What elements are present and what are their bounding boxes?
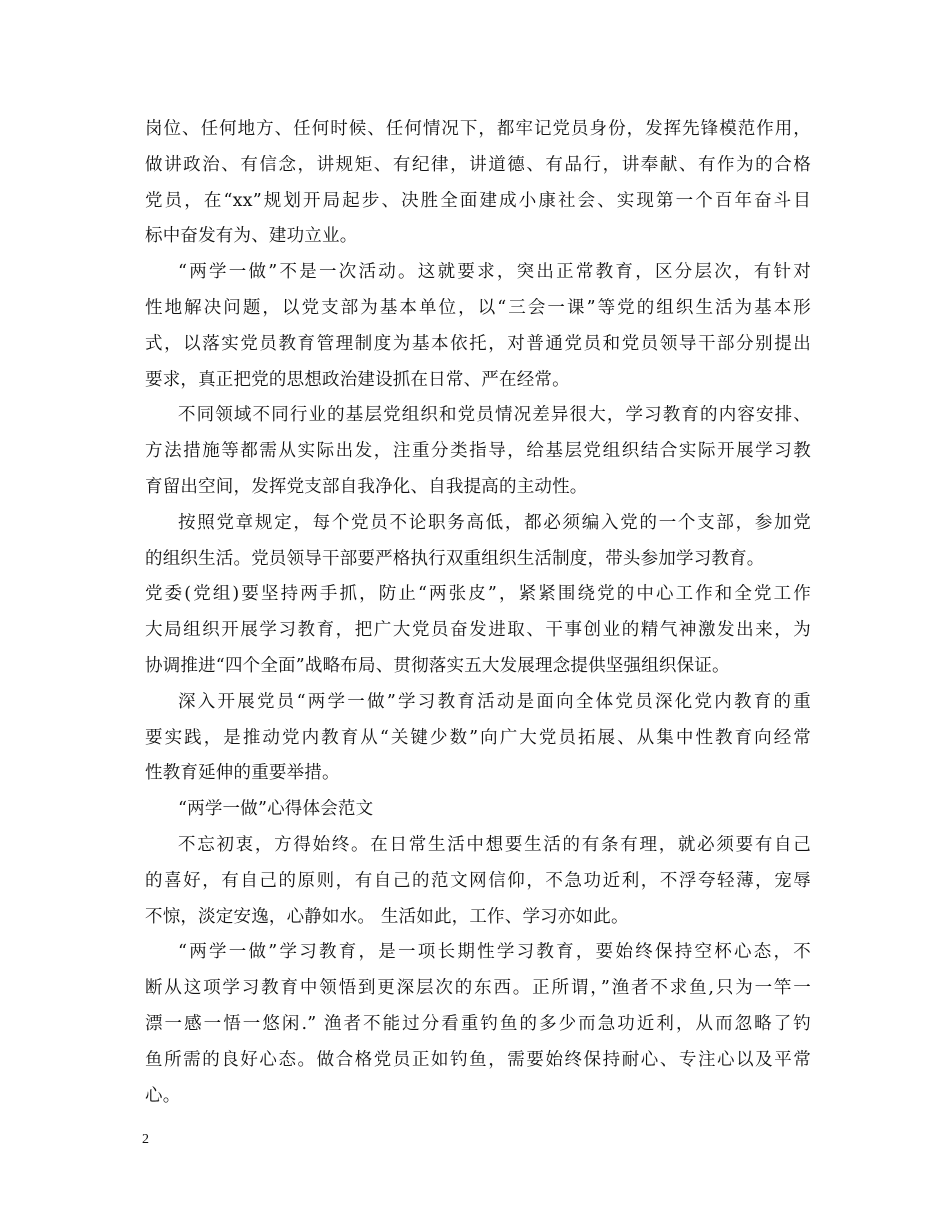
text-line: 方法措施等都需从实际出发，注重分类指导，给基层党组织结合实际开展学习教 [145, 441, 811, 462]
text-line: 协调推进“四个全面”战略布局、贯彻落实五大发展理念提供坚强组织保证。 [145, 655, 730, 676]
text-line: 党委(党组)要坚持两手抓，防止“两张皮”，紧紧围绕党的中心工作和全党工作 [145, 584, 811, 605]
text-line: 岗位、任何地方、任何时候、任何情况下，都牢记党员身份，发挥先锋模范作用， [145, 119, 811, 139]
text-line: 做讲政治、有信念，讲规矩、有纪律，讲道德、有品行，讲奉献、有作为的合格 [145, 154, 811, 175]
document-body [145, 112, 811, 1114]
text-line: 育留出空间，发挥党支部自我净化、自我提高的主动性。 [145, 476, 588, 497]
paragraph-start-line: 深入开展党员“两学一做”学习教育活动是面向全体党员深化党内教育的重 [178, 691, 811, 712]
text-line: 心。 [145, 1085, 181, 1106]
text-line: 要求，真正把党的思想政治建设抓在日常、严在经常。 [145, 369, 570, 390]
text-line: 大局组织开展学习教育，把广大党员奋发进取、干事创业的精气神激发出来，为 [145, 620, 811, 641]
section-heading: “两学一做”心得体会范文 [178, 799, 374, 820]
paragraph-start-line: 不同领域不同行业的基层党组织和党员情况差异很大，学习教育的内容安排、 [178, 405, 811, 426]
text-line: 党员，在“xx”规划开局起步、决胜全面建成小康社会、实现第一个百年奋斗目 [145, 190, 811, 211]
text-line: 性教育延伸的重要举措。 [145, 763, 340, 784]
paragraph-start-line: 不忘初衷，方得始终。在日常生活中想要生活的有条有理，就必须要有自己 [178, 834, 811, 855]
paragraph-start-line: 按照党章规定，每个党员不论职务高低，都必须编入党的一个支部，参加党 [178, 512, 811, 533]
text-line: 漂一感一悟一悠闲.” 渔者不能过分看重钓鱼的多少而急功近利，从而忽略了钓 [145, 1013, 811, 1034]
paragraph-start-line: “两学一做”不是一次活动。这就要求，突出正常教育，区分层次，有针对 [178, 262, 811, 283]
text-line: 断从这项学习教育中领悟到更深层次的东西。正所谓，”渔者不求鱼,只为一竿一 [145, 978, 811, 999]
paragraph-start-line: “两学一做”学习教育，是一项长期性学习教育，要始终保持空杯心态，不 [178, 942, 811, 963]
text-line: 标中奋发有为、建功立业。 [145, 226, 358, 247]
text-line: 的组织生活。党员领导干部要严格执行双重组织生活制度，带头参加学习教育。 [145, 548, 765, 569]
text-line: 性地解决问题，以党支部为基本单位，以“三会一课”等党的组织生活为基本形 [145, 297, 811, 318]
text-line: 不惊，淡定安逸，心静如水。 生活如此，工作、学习亦如此。 [145, 906, 629, 927]
text-line: 式，以落实党员教育管理制度为基本依托，对普通党员和党员领导干部分别提出 [145, 333, 811, 354]
text-line: 鱼所需的良好心态。做合格党员正如钓鱼，需要始终保持耐心、专注心以及平常 [145, 1049, 811, 1070]
text-line: 的喜好，有自己的原则，有自己的范文网信仰，不急功近利，不浮夸轻薄，宠辱 [145, 870, 811, 891]
text-line: 要实践，是推动党内教育从“关键少数”向广大党员拓展、从集中性教育向经常 [145, 727, 811, 748]
page-number: 2 [142, 1132, 149, 1147]
